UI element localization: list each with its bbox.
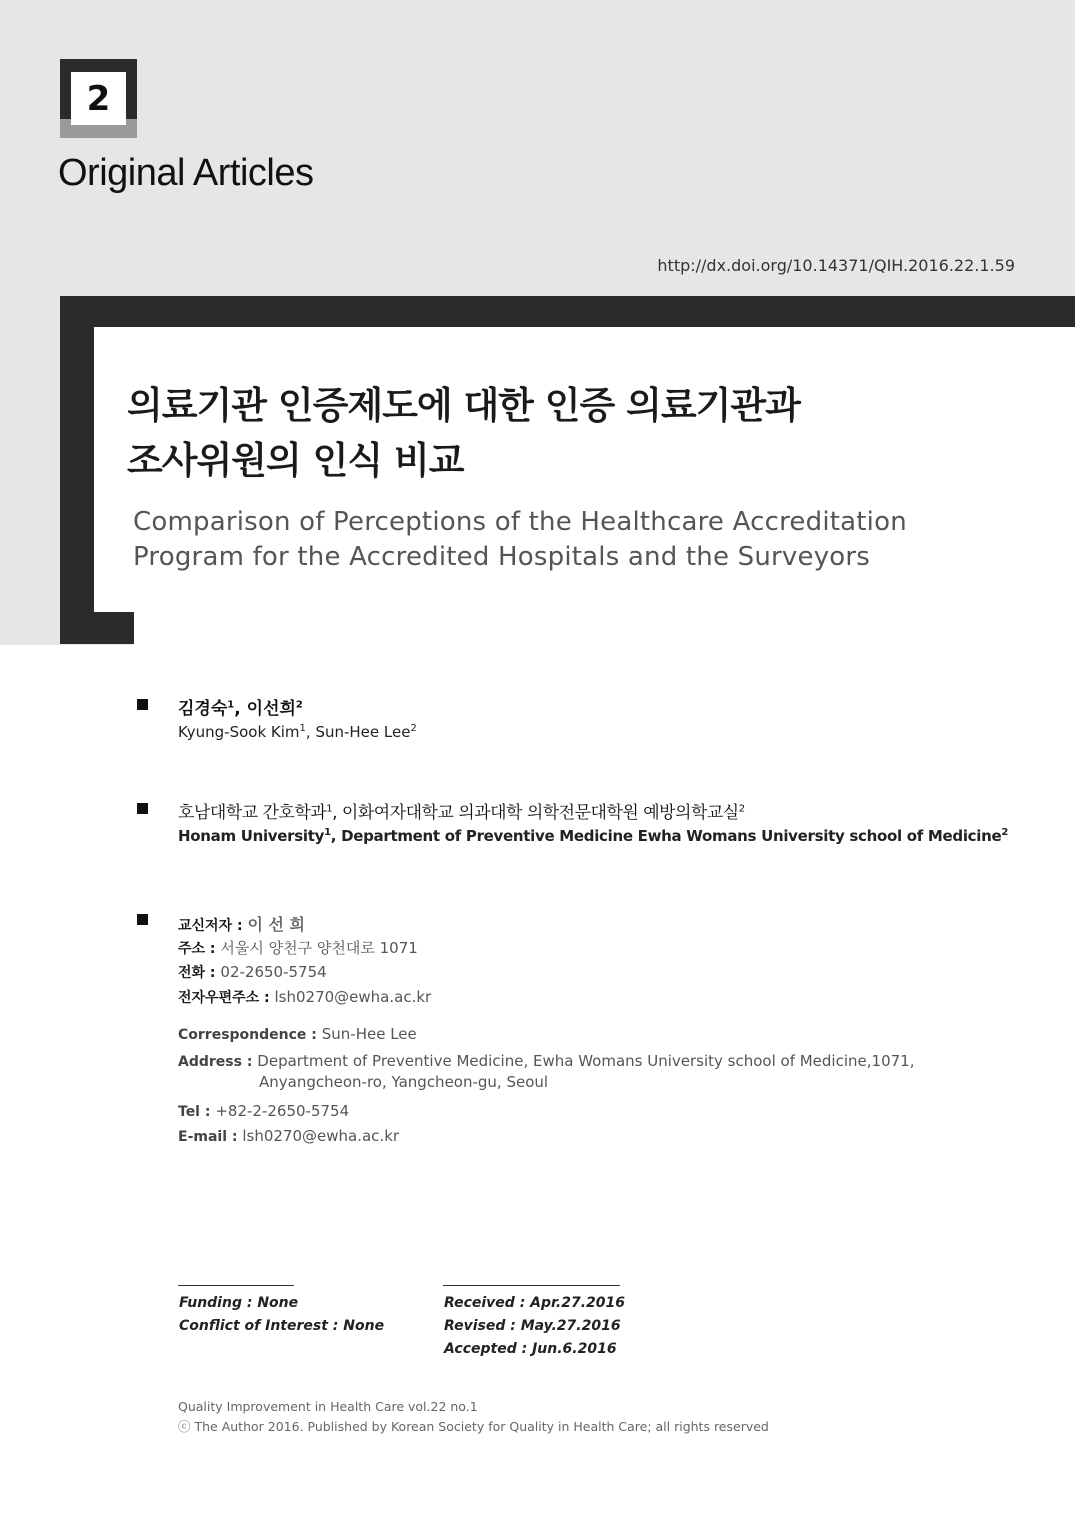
affiliations-korean — [178, 798, 745, 823]
corr-en-email — [178, 1127, 399, 1145]
copyright-notice: ⓒ The Author 2016. Published by Korean Society for Quality in Health Care; all rights reserved — [178, 1419, 769, 1434]
received-date: Received : Apr.27.2016 — [444, 1295, 626, 1311]
korean-title-line: 의료기관 인증제도에 대한 인증 의료기관과 — [127, 384, 800, 427]
corr-en-address-cont: Anyangcheon-ro, Yangcheon-gu, Seoul — [259, 1073, 549, 1091]
corr-value[interactable]: lsh0270@ewha.ac.kr — [242, 1127, 400, 1145]
affiliations-english — [178, 827, 1008, 845]
funding-statement: Funding : None — [179, 1295, 299, 1311]
page-footer — [178, 1397, 769, 1437]
funding-notes — [179, 1292, 384, 1338]
square-bullet-icon — [137, 914, 148, 925]
notes-rule — [178, 1285, 294, 1286]
chapter-number: 2 — [71, 72, 126, 125]
corr-label: 교신저자 : — [178, 918, 248, 934]
accepted-date: Accepted : Jun.6.2016 — [444, 1341, 617, 1357]
author-superscript: 2 — [295, 699, 303, 711]
revised-date: Revised : May.27.2016 — [444, 1318, 621, 1334]
corr-value: 이 선 희 — [247, 915, 305, 934]
author-superscript: 2 — [410, 723, 417, 734]
section-title: Original Articles — [58, 152, 314, 194]
corr-label: Tel : — [178, 1104, 216, 1120]
corr-label: Address : — [178, 1054, 258, 1070]
affiliation-separator: , — [330, 827, 342, 845]
doi-link[interactable]: http://dx.doi.org/10.14371/QIH.2016.22.1.59 — [657, 256, 1015, 275]
author-name: 이선희 — [246, 699, 296, 719]
author-name: Kyung-Sook Kim — [178, 723, 300, 741]
author-separator: , — [234, 699, 247, 719]
affiliation-name: Department of Preventive Medicine Ewha Womans University school of Medicine — [341, 827, 1002, 845]
english-title-line: Program for the Accredited Hospitals and the Surveyors — [133, 542, 871, 572]
author-name: Sun-Hee Lee — [315, 723, 411, 741]
corr-kr-email — [178, 987, 431, 1007]
affiliation-name: 호남대학교 간호학과 — [178, 803, 327, 823]
affiliation-separator: , — [332, 803, 342, 823]
date-notes — [444, 1292, 625, 1361]
corr-label: 주소 : — [178, 941, 221, 957]
affiliation-superscript: 1 — [324, 827, 331, 838]
square-bullet-icon — [137, 699, 148, 710]
square-bullet-icon — [137, 803, 148, 814]
affiliation-superscript: 2 — [1001, 827, 1009, 838]
corr-kr-address — [178, 937, 418, 958]
title-frame-foot — [60, 612, 134, 644]
corr-value: +82-2-2650-5754 — [215, 1102, 350, 1120]
english-title — [133, 505, 1033, 575]
english-title-line: Comparison of Perceptions of the Healthcare Accreditation — [133, 507, 907, 537]
corr-en-address — [178, 1052, 914, 1070]
title-card-foot — [134, 612, 1075, 645]
affiliation-superscript: 1 — [326, 803, 333, 815]
corr-label: Correspondence : — [178, 1027, 322, 1043]
authors-english — [178, 723, 417, 741]
journal-citation: Quality Improvement in Health Care vol.22 no.1 — [178, 1399, 478, 1414]
affiliation-name: Honam University — [178, 827, 325, 845]
corr-en-tel — [178, 1102, 349, 1120]
corr-value: Department of Preventive Medicine, Ewha Womans University school of Medicine,1071, — [257, 1052, 915, 1070]
corr-value: Sun-Hee Lee — [321, 1025, 417, 1043]
korean-title-line: 조사위원의 인식 비교 — [127, 439, 464, 482]
conflict-statement: Conflict of Interest : None — [179, 1318, 385, 1334]
corr-label: 전자우편주소 : — [178, 990, 275, 1006]
corr-value: 서울시 양천구 양천대로 1071 — [220, 939, 418, 957]
title-frame-left — [60, 296, 94, 644]
korean-title — [127, 378, 927, 488]
affiliation-superscript: 2 — [738, 803, 745, 815]
author-separator: , — [305, 723, 316, 741]
corr-kr-name — [178, 912, 305, 935]
author-superscript: 1 — [299, 723, 306, 734]
corr-label: 전화 : — [178, 965, 221, 981]
authors-korean — [178, 694, 303, 719]
affiliation-name: 이화여자대학교 의과대학 의학전문대학원 예방의학교실 — [341, 803, 739, 823]
corr-value[interactable]: lsh0270@ewha.ac.kr — [274, 988, 432, 1006]
author-superscript: 1 — [227, 699, 235, 711]
title-frame-top — [60, 296, 1075, 327]
corr-kr-tel — [178, 962, 327, 982]
author-name: 김경숙 — [178, 699, 228, 719]
corr-label: E-mail : — [178, 1129, 243, 1145]
corr-value: 02-2650-5754 — [220, 963, 327, 981]
dates-rule — [443, 1285, 620, 1286]
corr-en-name — [178, 1025, 417, 1043]
